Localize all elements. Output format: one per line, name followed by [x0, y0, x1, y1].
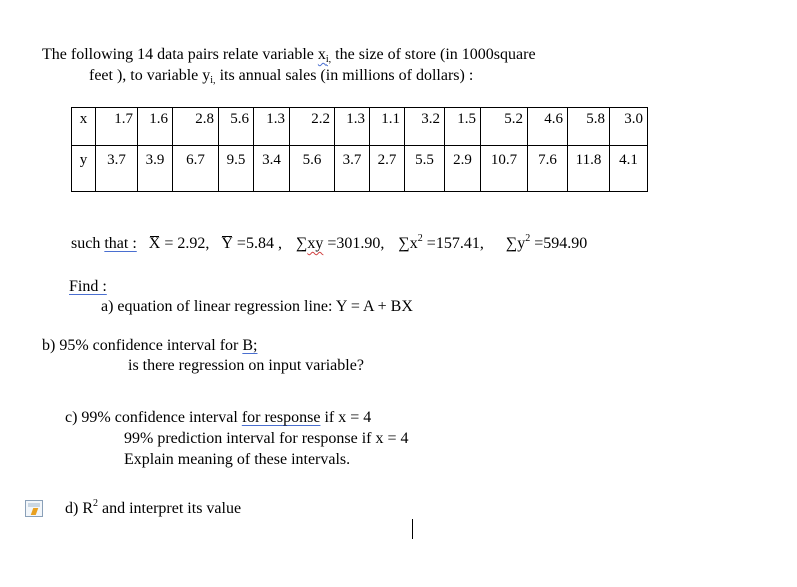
question-c-line-2: 99% prediction interval for response if x = 4: [124, 430, 409, 447]
sum-xy-value: =301.90,: [323, 235, 385, 252]
table-cell-x: 1.6: [138, 108, 173, 146]
table-cell-y: 2.9: [445, 146, 481, 192]
table-cell-y: 2.7: [370, 146, 405, 192]
table-cell-y: 3.4: [254, 146, 290, 192]
sum-x2-exponent: 2: [417, 233, 423, 244]
table-cell-x: 2.8: [173, 108, 219, 146]
data-table: [71, 107, 648, 192]
question-b-line-2: is there regression on input variable?: [128, 357, 364, 374]
summary-statistics: [71, 235, 587, 253]
table-row-label: y: [72, 146, 96, 192]
table-cell-y: 4.1: [610, 146, 648, 192]
intro-text-2b: its annual sales (in millions of dollars) :: [215, 67, 474, 84]
question-c-text: c) 99% confidence interval: [65, 409, 242, 426]
y-bar-value: =5.84 ,: [232, 235, 282, 252]
table-cell-y: 3.7: [96, 146, 138, 192]
table-row-label: x: [72, 108, 96, 146]
variable-y-subscript: i,: [210, 75, 216, 86]
text-cursor: [412, 519, 413, 539]
variable-x-subscript: i,: [325, 54, 332, 65]
sum-x2-sigma: ∑x: [398, 235, 418, 252]
table-cell-y: 11.8: [568, 146, 610, 192]
table-row-y: [72, 146, 648, 192]
table-cell-y: 6.7: [173, 146, 219, 192]
intro-line-1: [42, 46, 536, 64]
table-cell-x: 4.6: [528, 108, 568, 146]
question-b-line-1: [42, 337, 257, 355]
table-cell-y: 7.6: [528, 146, 568, 192]
table-cell-y: 10.7: [481, 146, 528, 192]
intro-text-1b: the size of store (in 1000square: [331, 46, 536, 63]
table-cell-x: 1.3: [254, 108, 290, 146]
such-text: such: [71, 235, 105, 252]
table-cell-x: 3.0: [610, 108, 648, 146]
table-cell-y: 9.5: [219, 146, 254, 192]
question-d: [65, 500, 241, 518]
table-cell-x: 1.5: [445, 108, 481, 146]
table-cell-x: 1.1: [370, 108, 405, 146]
question-c-line-1: [65, 409, 371, 427]
question-d-text-end: and interpret its value: [98, 500, 242, 517]
table-cell-y: 3.9: [138, 146, 173, 192]
table-cell-x: 2.2: [290, 108, 335, 146]
question-a: a) equation of linear regression line: Y = A + BX: [101, 298, 413, 315]
intro-line-2: [89, 67, 473, 85]
table-cell-x: 3.2: [405, 108, 445, 146]
intro-text-1a: The following 14 data pairs relate variable: [42, 46, 318, 63]
table-cell-x: 1.3: [335, 108, 370, 146]
table-cell-y: 3.7: [335, 146, 370, 192]
table-cell-x: 5.2: [481, 108, 528, 146]
variable-x-letter: x: [317, 46, 326, 63]
sum-xy-sigma: ∑: [295, 235, 308, 252]
table-cell-y: 5.5: [405, 146, 445, 192]
sum-xy-variable: xy: [307, 235, 324, 252]
sum-y2-sigma: ∑y: [505, 235, 526, 252]
table-cell-x: 5.6: [219, 108, 254, 146]
table-cell-y: 5.6: [290, 146, 335, 192]
sum-y2-exponent: 2: [525, 233, 531, 244]
table-row-x: [72, 108, 648, 146]
question-d-text: d) R: [65, 500, 93, 517]
table-cell-x: 1.7: [96, 108, 138, 146]
sum-x2-value: =157.41,: [422, 235, 484, 252]
find-heading: Find :: [69, 278, 107, 295]
that-text: that :: [104, 235, 137, 252]
smart-tag-icon[interactable]: [25, 500, 43, 517]
question-c-line-3: Explain meaning of these intervals.: [124, 451, 351, 468]
sum-y2-value: =594.90: [530, 235, 588, 252]
table-cell-x: 5.8: [568, 108, 610, 146]
question-b-text: b) 95% confidence interval for: [42, 337, 243, 354]
y-bar-symbol: Y: [221, 235, 233, 252]
question-d-exponent: 2: [93, 498, 98, 509]
x-bar-symbol: X: [148, 235, 161, 252]
variable-x: [318, 46, 331, 63]
question-c-underlined: for response: [241, 409, 321, 426]
intro-text-2a: feet ), to variable y: [89, 67, 211, 84]
question-b-param: B;: [242, 337, 258, 354]
x-bar-value: = 2.92,: [160, 235, 210, 252]
question-c-text-end: if x = 4: [320, 409, 372, 426]
